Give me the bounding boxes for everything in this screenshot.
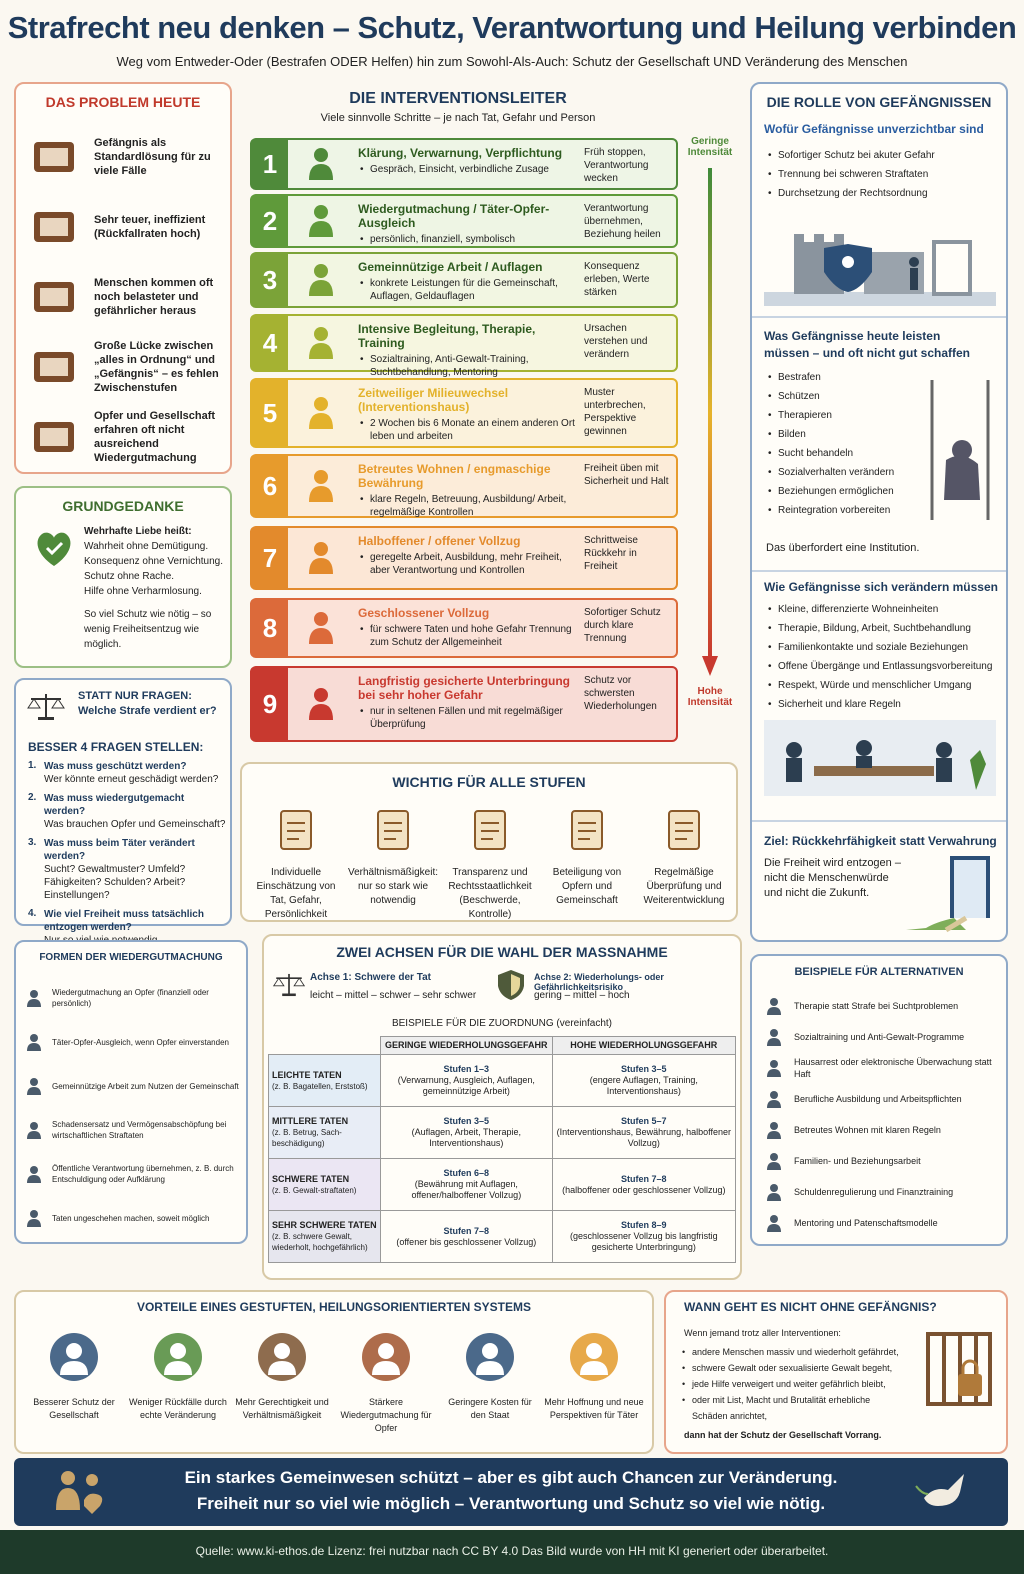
restitution-item-text: Öffentliche Verantwortung übernehmen, z. B. durch Entschuldigung oder Aufklärung	[52, 1164, 234, 1184]
intensity-arrow	[702, 168, 718, 678]
mapping-row	[269, 1159, 736, 1211]
bank-building-icon	[26, 134, 82, 180]
alternative-item	[764, 1083, 1004, 1114]
question-content	[44, 760, 226, 786]
meeting-illustration	[764, 720, 996, 801]
step-number: 5	[252, 380, 288, 446]
step-content	[354, 668, 580, 740]
benefit-item	[128, 1322, 228, 1435]
list-item: • Beziehungen ermöglichen	[766, 482, 916, 501]
questions-card	[14, 678, 232, 933]
umbrella-icon	[24, 1322, 124, 1392]
list-item: • Kleine, differenzierte Wohneinheiten	[766, 600, 1004, 619]
cycle-icon	[636, 800, 732, 860]
list-item: • Bestrafen	[766, 368, 916, 387]
grundgedanke-line: Konsequenz ohne Vernichtung.	[84, 556, 223, 567]
high-intensity-label: Hohe Intensität	[687, 686, 733, 708]
dollar-coin-icon	[24, 1120, 44, 1140]
question-content	[44, 837, 226, 902]
worried-person-icon	[26, 274, 82, 320]
benefit-item-text: Mehr Gerechtigkeit und Verhältnismäßigkeit	[235, 1397, 329, 1420]
all-levels-item	[442, 800, 538, 922]
supervised-house-icon	[288, 456, 354, 516]
problem-item-text: Gefängnis als Standardlösung für zu viele Fälle	[94, 137, 211, 177]
alternative-item-text: Schuldenregulierung und Finanztraining	[794, 1186, 954, 1197]
handshake-icon	[288, 196, 354, 246]
when-prison-intro: Wenn jemand trotz aller Interventionen:	[684, 1328, 841, 1338]
footer	[0, 1530, 1024, 1574]
alternative-item-text: Familien- und Beziehungsarbeit	[794, 1155, 921, 1166]
all-levels-item-text: Verhältnismäßigkeit: nur so stark wie notwendig	[347, 867, 439, 906]
clipboard-icon	[248, 800, 344, 860]
benefit-item	[24, 1322, 124, 1435]
role-list-2	[766, 368, 916, 520]
row-heading: SEHR SCHWERE TATEN	[272, 1220, 377, 1230]
ladder-step-4	[250, 314, 678, 378]
role-list-3	[766, 600, 1004, 714]
person-icon	[288, 140, 354, 188]
alternative-item-text: Betreutes Wohnen mit klaren Regeln	[794, 1124, 941, 1135]
question-number: 2.	[28, 792, 37, 803]
step-number: 9	[252, 668, 288, 740]
repair-icon	[24, 1208, 44, 1228]
house-icon	[764, 1120, 784, 1140]
restitution-item-text: Taten ungeschehen machen, soweit möglich	[52, 1213, 210, 1223]
questions-title: STATT NUR FRAGEN:	[78, 690, 192, 702]
when-prison-conclusion: dann hat der Schutz der Gesellschaft Vorrang.	[684, 1430, 882, 1440]
restitution-item	[24, 1152, 242, 1196]
when-prison-card	[664, 1290, 1008, 1454]
list-item: • Therapie, Bildung, Arbeit, Suchtbehandlung	[766, 619, 1004, 638]
prison-role-title: DIE ROLLE VON GEFÄNGNISSEN	[766, 94, 992, 110]
problem-item	[26, 332, 222, 402]
speech-icon	[24, 1164, 44, 1184]
problem-card	[14, 82, 232, 474]
column-low-risk: GERINGE WIEDERHOLUNGSGEFAHR	[381, 1037, 553, 1055]
people-icon	[345, 800, 441, 860]
ladder-step-2	[250, 194, 678, 248]
cell-levels: Stufen 7–8	[443, 1225, 490, 1236]
alternatives-card	[750, 954, 1008, 1246]
question-item	[28, 760, 226, 786]
list-item: • Reintegration vorbereiten	[766, 501, 916, 520]
cell-detail: (engere Auflagen, Training, Interventionshaus)	[589, 1075, 698, 1096]
all-levels-item-text: Transparenz und Rechtsstaatlichkeit (Beschwerde, Kontrolle)	[448, 867, 532, 920]
piggy-bank-icon	[440, 1322, 540, 1392]
leaf-icon	[128, 1322, 228, 1392]
support-icon	[288, 316, 354, 370]
barrier-icon	[26, 344, 82, 390]
mapping-row	[269, 1055, 736, 1107]
step-detail: • geregelte Arbeit, Ausbildung, mehr Freiheit, aber Verantwortung und Kontrollen	[358, 551, 576, 577]
benefit-item-text: Geringere Kosten für den Staat	[448, 1397, 532, 1420]
step-effect: Früh stoppen, Verantwortung wecken	[584, 147, 649, 184]
step-content	[354, 254, 580, 306]
alternatives-list	[764, 990, 1004, 1238]
alternative-item	[764, 1021, 1004, 1052]
shield-icon	[496, 968, 526, 1007]
axis-2-title: Achse 2: Wiederholungs- oder Gefährlichkeitsrisiko	[534, 972, 664, 992]
step-detail: • persönlich, finanziell, symbolisch	[358, 233, 576, 246]
problem-item	[26, 192, 222, 262]
all-levels-item	[248, 800, 344, 922]
banner-line-2: Freiheit nur so viel wie möglich – Verantwortung und Schutz so viel wie nötig.	[196, 1494, 826, 1513]
problem-item	[26, 122, 222, 192]
step-content	[354, 196, 580, 246]
step-content	[354, 316, 580, 378]
alternative-item-text: Berufliche Ausbildung und Arbeitspflichten	[794, 1093, 962, 1104]
grundgedanke-card	[14, 486, 232, 668]
all-levels-item-text: Beteiligung von Opfern und Gemeinschaft	[552, 867, 622, 906]
step-title: Klärung, Verwarnung, Verpflichtung	[358, 146, 563, 160]
restitution-item-text: Wiedergutmachung an Opfer (finanziell oder persönlich)	[52, 988, 209, 1008]
mediation-icon	[24, 1032, 44, 1052]
page-subtitle: Weg vom Entweder-Oder (Bestrafen ODER Helfen) hin zum Sowohl-Als-Auch: Schutz der Gesellschaft UND Veränderung des Menschen	[116, 54, 908, 69]
step-content	[354, 140, 580, 188]
axis-1-title: Achse 1: Schwere der Tat	[310, 972, 431, 983]
problem-item	[26, 402, 222, 472]
restitution-item	[24, 1064, 242, 1108]
cell-detail: (halboffener oder geschlossener Vollzug)	[562, 1184, 726, 1195]
step-detail: • 2 Wochen bis 6 Monate an einem anderen Ort leben und arbeiten	[358, 417, 576, 443]
ladder-subtitle: Viele sinnvolle Schritte – je nach Tat, Gefahr und Person	[320, 112, 596, 124]
family-icon	[764, 1151, 784, 1171]
questions-heading: BESSER 4 FRAGEN STELLEN:	[28, 740, 204, 754]
axis-1-values: leicht – mittel – schwer – sehr schwer	[310, 990, 477, 1001]
mapping-row	[269, 1107, 736, 1159]
victim-icon	[24, 988, 44, 1008]
axis-2-values: gering – mittel – hoch	[534, 990, 630, 1001]
benefits-title: VORTEILE EINES GESTUFTEN, HEILUNGSORIENTIERTEN SYSTEMS	[136, 1300, 532, 1314]
cell-detail: (Bewährung mit Auflagen, offener/halboffener Vollzug)	[411, 1179, 522, 1200]
grundgedanke-line: Wehrhafte Liebe heißt:	[84, 526, 192, 537]
dollar-icon	[764, 1182, 784, 1202]
document-search-icon	[442, 800, 538, 860]
question-item	[28, 837, 226, 902]
question-number: 3.	[28, 837, 37, 848]
row-example: (z. B. Bagatellen, Erststoß)	[272, 1081, 368, 1091]
benefit-item-text: Mehr Hoffnung und neue Perspektiven für Täter	[544, 1397, 644, 1420]
axes-card	[262, 934, 742, 1280]
footer-text: Quelle: www.ki-ethos.de Lizenz: frei nutzbar nach CC BY 4.0 Das Bild wurde von HH mit KI generiert oder überarbeitet.	[195, 1544, 829, 1558]
mapping-row	[269, 1211, 736, 1263]
community-work-icon	[24, 1076, 44, 1096]
house-icon	[288, 380, 354, 446]
axes-title: ZWEI ACHSEN FÜR DIE WAHL DER MASSNAHME	[336, 944, 668, 960]
step-number: 6	[252, 456, 288, 516]
row-heading: SCHWERE TATEN	[272, 1173, 350, 1184]
ladder-step-6	[250, 454, 678, 518]
cell-levels: Stufen 7–8	[621, 1173, 667, 1184]
scales-icon	[232, 1322, 332, 1392]
problem-item	[26, 262, 222, 332]
list-item: • Schützen	[766, 387, 916, 406]
questions-subtitle: Welche Strafe verdient er?	[78, 705, 217, 717]
problem-list	[26, 122, 222, 472]
step-title: Wiedergutmachung / Täter-Opfer-Ausgleich	[358, 202, 550, 230]
step-number: 3	[252, 254, 288, 306]
list-item: • Familienkontakte und soziale Beziehungen	[766, 638, 1004, 657]
restitution-list	[24, 976, 242, 1240]
alternative-item-text: Sozialtraining und Anti-Gewalt-Programme	[794, 1031, 965, 1042]
cell-levels: Stufen 5–7	[621, 1116, 667, 1126]
list-item: • Offene Übergänge und Entlassungsvorbereitung	[766, 657, 1004, 676]
list-item: • jede Hilfe verweigert und weiter gefährlich bleibt,	[680, 1376, 902, 1392]
cell-levels: Stufen 8–9	[621, 1220, 667, 1230]
row-heading: LEICHTE TATEN	[272, 1069, 342, 1080]
row-example: (z. B. Gewalt-straftaten)	[272, 1185, 357, 1195]
group-icon	[26, 414, 82, 460]
step-title: Halboffener / offener Vollzug	[358, 534, 521, 548]
cell-levels: Stufen 6–8	[443, 1168, 490, 1178]
fortress-illustration	[764, 212, 996, 313]
euro-coin-icon	[26, 204, 82, 250]
benefit-item-text: Stärkere Wiedergutmachung für Opfer	[340, 1397, 432, 1433]
step-title: Intensive Begleitung, Therapie, Training	[358, 322, 536, 350]
list-item: • Bilden	[766, 425, 916, 444]
ladder-step-8	[250, 598, 678, 658]
group-training-icon	[764, 1027, 784, 1047]
prison-lock-icon	[924, 1330, 994, 1415]
sunrise-icon	[544, 1322, 644, 1392]
question-number: 1.	[28, 760, 37, 771]
step-content	[354, 600, 580, 656]
step-content	[354, 456, 580, 516]
role-list-1	[766, 146, 998, 203]
step-effect: Ursachen verstehen und verändern	[584, 323, 648, 360]
problem-item-text: Sehr teuer, ineffizient (Rückfallraten hoch)	[94, 214, 206, 240]
grundgedanke-line: Wahrheit ohne Demütigung.	[84, 541, 209, 552]
grundgedanke-line: Hilfe ohne Verharmlosung.	[84, 586, 202, 597]
therapy-icon	[764, 996, 784, 1016]
step-content	[354, 380, 580, 446]
step-effect: Verantwortung übernehmen, Beziehung heilen	[584, 203, 661, 240]
step-title: Langfristig gesicherte Unterbringung bei sehr hoher Gefahr	[358, 674, 571, 702]
dove-icon	[914, 1468, 974, 1521]
list-item: • Sucht behandeln	[766, 444, 916, 463]
restitution-item	[24, 1020, 242, 1064]
row-example: (z. B. schwere Gewalt, wiederholt, hochgefährlich)	[272, 1232, 368, 1252]
benefits-list	[24, 1322, 644, 1435]
list-item: • Sofortiger Schutz bei akuter Gefahr	[766, 146, 998, 165]
cell-detail: (geschlossener Vollzug bis langfristig gesicherte Unterbringung)	[570, 1231, 718, 1252]
network-icon	[539, 800, 635, 860]
cell-levels: Stufen 3–5	[443, 1116, 490, 1126]
all-levels-card	[240, 762, 738, 922]
step-number: 7	[252, 528, 288, 588]
page-title: Strafrecht neu denken – Schutz, Verantwortung und Heilung verbinden	[7, 10, 1017, 45]
prison-bars-icon	[288, 600, 354, 656]
role-heading-4: Ziel: Rückkehrfähigkeit statt Verwahrung	[764, 834, 997, 848]
step-detail: • konkrete Leistungen für die Gemeinschaft, Auflagen, Geldauflagen	[358, 277, 576, 303]
step-effect: Konsequenz erleben, Werte stärken	[584, 261, 650, 298]
benefit-item	[336, 1322, 436, 1435]
problem-item-text: Opfer und Gesellschaft erfahren oft nicht ausreichend Wiedergutmachung	[94, 410, 216, 464]
step-title: Geschlossener Vollzug	[358, 606, 490, 620]
cell-detail: (Auflagen, Arbeit, Therapie, Interventionshaus)	[411, 1127, 522, 1148]
question-answer: Wer könnte erneut geschädigt werden?	[44, 774, 219, 785]
scales-icon	[272, 970, 306, 1005]
mapping-table-title: BEISPIELE FÜR DIE ZUORDNUNG (vereinfacht)	[391, 1018, 613, 1029]
cell-levels: Stufen 3–5	[621, 1064, 667, 1074]
prison-role-card	[750, 82, 1008, 942]
ladder-step-9	[250, 666, 678, 742]
step-detail: • Gespräch, Einsicht, verbindliche Zusage	[358, 163, 576, 176]
alternative-item	[764, 1207, 1004, 1238]
heart-shield-icon	[32, 526, 76, 575]
role-heading-1: Wofür Gefängnisse unverzichtbar sind	[764, 122, 984, 136]
row-heading: MITTLERE TATEN	[272, 1116, 349, 1126]
step-content	[354, 528, 580, 588]
cell-detail: (Interventionshaus, Bewährung, halboffener Vollzug)	[556, 1127, 732, 1148]
benefit-item	[544, 1322, 644, 1435]
role-heading-3: Wie Gefängnisse sich verändern müssen	[764, 580, 998, 594]
toolbox-icon	[764, 1089, 784, 1109]
grundgedanke-title: GRUNDGEDANKE	[62, 498, 184, 514]
scales-icon	[26, 692, 66, 727]
cell-detail: (offener bis geschlossener Vollzug)	[396, 1236, 537, 1247]
ladder-step-5	[250, 378, 678, 448]
restitution-item	[24, 1108, 242, 1152]
closing-banner	[14, 1458, 1008, 1526]
open-door-illustration	[906, 852, 998, 937]
role-note: Das überfordert eine Institution.	[766, 542, 920, 554]
all-levels-item-text: Individuelle Einschätzung von Tat, Gefahr, Persönlichkeit	[256, 867, 336, 920]
step-title: Zeitweiliger Milieuwechsel (Interventionshaus)	[358, 386, 509, 414]
problem-item-text: Menschen kommen oft noch belasteter und gefährlicher heraus	[94, 277, 214, 317]
alternative-item-text: Mentoring und Patenschaftsmodelle	[794, 1217, 938, 1228]
alternative-item	[764, 1052, 1004, 1083]
question-number: 4.	[28, 908, 37, 919]
step-number: 8	[252, 600, 288, 656]
ladder-step-7	[250, 526, 678, 590]
all-levels-item	[345, 800, 441, 922]
heart-hands-icon	[336, 1322, 436, 1392]
question-content	[44, 792, 226, 831]
restitution-item-text: Schadensersatz und Vermögensabschöpfung bei wirtschaftlichen Straftaten	[52, 1120, 227, 1140]
step-effect: Muster unterbrechen, Perspektive gewinnen	[584, 387, 646, 437]
alternative-item	[764, 1176, 1004, 1207]
list-item: • andere Menschen massiv und wiederholt gefährdet,	[680, 1344, 902, 1360]
grundgedanke-text	[84, 524, 228, 652]
row-example: (z. B. Betrug, Sach-beschädigung)	[272, 1128, 342, 1148]
grundgedanke-line: Schutz ohne Rache.	[84, 571, 175, 582]
all-levels-item	[636, 800, 732, 922]
role-heading-2: Was Gefängnisse heute leisten müssen – und oft nicht gut schaffen	[764, 329, 971, 360]
list-item: • schwere Gewalt oder sexualisierte Gewalt begeht,	[680, 1360, 902, 1376]
column-high-risk: HOHE WIEDERHOLUNGSGEFAHR	[552, 1037, 735, 1055]
lock-shield-icon	[288, 668, 354, 740]
step-detail: • klare Regeln, Betreuung, Ausbildung/ Arbeit, regelmäßige Kontrollen	[358, 493, 576, 519]
question-text: Was muss geschützt werden?	[44, 761, 187, 772]
question-item	[28, 792, 226, 831]
list-item: • oder mit List, Macht und Brutalität erhebliche Schäden anrichtet,	[680, 1392, 902, 1424]
question-text: Wie viel Freiheit muss tatsächlich entzogen werden?	[44, 909, 204, 933]
ladder-step-3	[250, 252, 678, 308]
ladder-step-1	[250, 138, 678, 190]
question-answer: Was brauchen Opfer und Gemeinschaft?	[44, 819, 226, 830]
alternative-item-text: Hausarrest oder elektronische Überwachung statt Haft	[794, 1056, 992, 1079]
step-number: 4	[252, 316, 288, 370]
benefit-item	[232, 1322, 332, 1435]
list-item: • Durchsetzung der Rechtsordnung	[766, 184, 998, 203]
questions-list	[28, 760, 226, 953]
step-effect: Sofortiger Schutz durch klare Trennung	[584, 607, 661, 644]
open-door-icon	[288, 528, 354, 588]
step-number: 2	[252, 196, 288, 246]
restitution-title: FORMEN DER WIEDERGUTMACHUNG	[39, 952, 223, 963]
benefit-item-text: Weniger Rückfälle durch echte Veränderung	[129, 1397, 227, 1420]
benefit-item	[440, 1322, 540, 1435]
benefit-item-text: Besserer Schutz der Gesellschaft	[33, 1397, 115, 1420]
list-item: • Sicherheit und klare Regeln	[766, 695, 1004, 714]
grundgedanke-line: So viel Schutz wie nötig – so wenig Freiheitsentzug wie möglich.	[84, 609, 212, 650]
question-text: Was muss wiedergutgemacht werden?	[44, 793, 185, 817]
alternative-item-text: Therapie statt Strafe bei Suchtproblemen	[794, 1000, 959, 1011]
problem-title: DAS PROBLEM HEUTE	[45, 94, 201, 110]
mentor-icon	[764, 1213, 784, 1233]
step-effect: Freiheit üben mit Sicherheit und Halt	[584, 463, 669, 487]
problem-item-text: Große Lücke zwischen „alles in Ordnung“ und „Gefängnis“ – es fehlen Zwischenstufen	[94, 340, 219, 394]
list-item: • Trennung bei schweren Straftaten	[766, 165, 998, 184]
step-effect: Schrittweise Rückkehr in Freiheit	[584, 535, 638, 572]
ladder-title: DIE INTERVENTIONSLEITER	[349, 90, 567, 107]
despair-illustration	[922, 380, 1002, 525]
mapping-table	[268, 1036, 736, 1263]
step-title: Betreutes Wohnen / engmaschige Bewährung	[358, 462, 551, 490]
alternative-item	[764, 990, 1004, 1021]
restitution-item-text: Täter-Opfer-Ausgleich, wenn Opfer einverstanden	[52, 1037, 229, 1047]
alternative-item	[764, 1114, 1004, 1145]
when-prison-list	[680, 1344, 902, 1424]
question-answer: Sucht? Gewaltmuster? Umfeld? Fähigkeiten? Schulden? Arbeit? Einstellungen?	[44, 864, 186, 901]
step-detail: • nur in seltenen Fällen und mit regelmäßiger Überprüfung	[358, 705, 576, 731]
list-item: • Respekt, Würde und menschlicher Umgang	[766, 676, 1004, 695]
step-detail: • Sozialtraining, Anti-Gewalt-Training, Suchtbehandlung, Mentoring	[358, 353, 576, 379]
restitution-item	[24, 976, 242, 1020]
low-intensity-label: Geringe Intensität	[687, 136, 733, 158]
alternatives-title: BEISPIELE FÜR ALTERNATIVEN	[794, 966, 964, 978]
benefits-card	[14, 1290, 654, 1454]
step-detail: • für schwere Taten und hohe Gefahr Trennung zum Schutz der Allgemeinheit	[358, 623, 576, 649]
step-effect: Schutz vor schwersten Wiederholungen	[584, 675, 657, 712]
role-paragraph-4: Die Freiheit wird entzogen – nicht die Menschenwürde und nicht die Zukunft.	[764, 857, 901, 899]
restitution-item	[24, 1196, 242, 1240]
lock-icon	[764, 1058, 784, 1078]
banner-line-1: Ein starkes Gemeinwesen schützt – aber es gibt auch Chancen zur Veränderung.	[184, 1468, 838, 1487]
all-levels-item-text: Regelmäßige Überprüfung und Weiterentwicklung	[643, 867, 725, 906]
step-title: Gemeinnützige Arbeit / Auflagen	[358, 260, 543, 274]
worker-icon	[288, 254, 354, 306]
restitution-card	[14, 940, 248, 1244]
question-text: Was muss beim Täter verändert werden?	[44, 838, 195, 862]
all-levels-title: WICHTIG FÜR ALLE STUFEN	[392, 774, 586, 790]
list-item: • Therapieren	[766, 406, 916, 425]
when-prison-title: WANN GEHT ES NICHT OHNE GEFÄNGNIS?	[684, 1300, 937, 1314]
all-levels-list	[248, 800, 732, 922]
restitution-item-text: Gemeinnützige Arbeit zum Nutzen der Gemeinschaft	[52, 1081, 239, 1091]
cell-levels: Stufen 1–3	[443, 1064, 490, 1074]
list-item: • Sozialverhalten verändern	[766, 463, 916, 482]
all-levels-item	[539, 800, 635, 922]
cell-detail: (Verwarnung, Ausgleich, Auflagen, gemeinnützige Arbeit)	[397, 1075, 535, 1096]
alternative-item	[764, 1145, 1004, 1176]
step-number: 1	[252, 140, 288, 188]
